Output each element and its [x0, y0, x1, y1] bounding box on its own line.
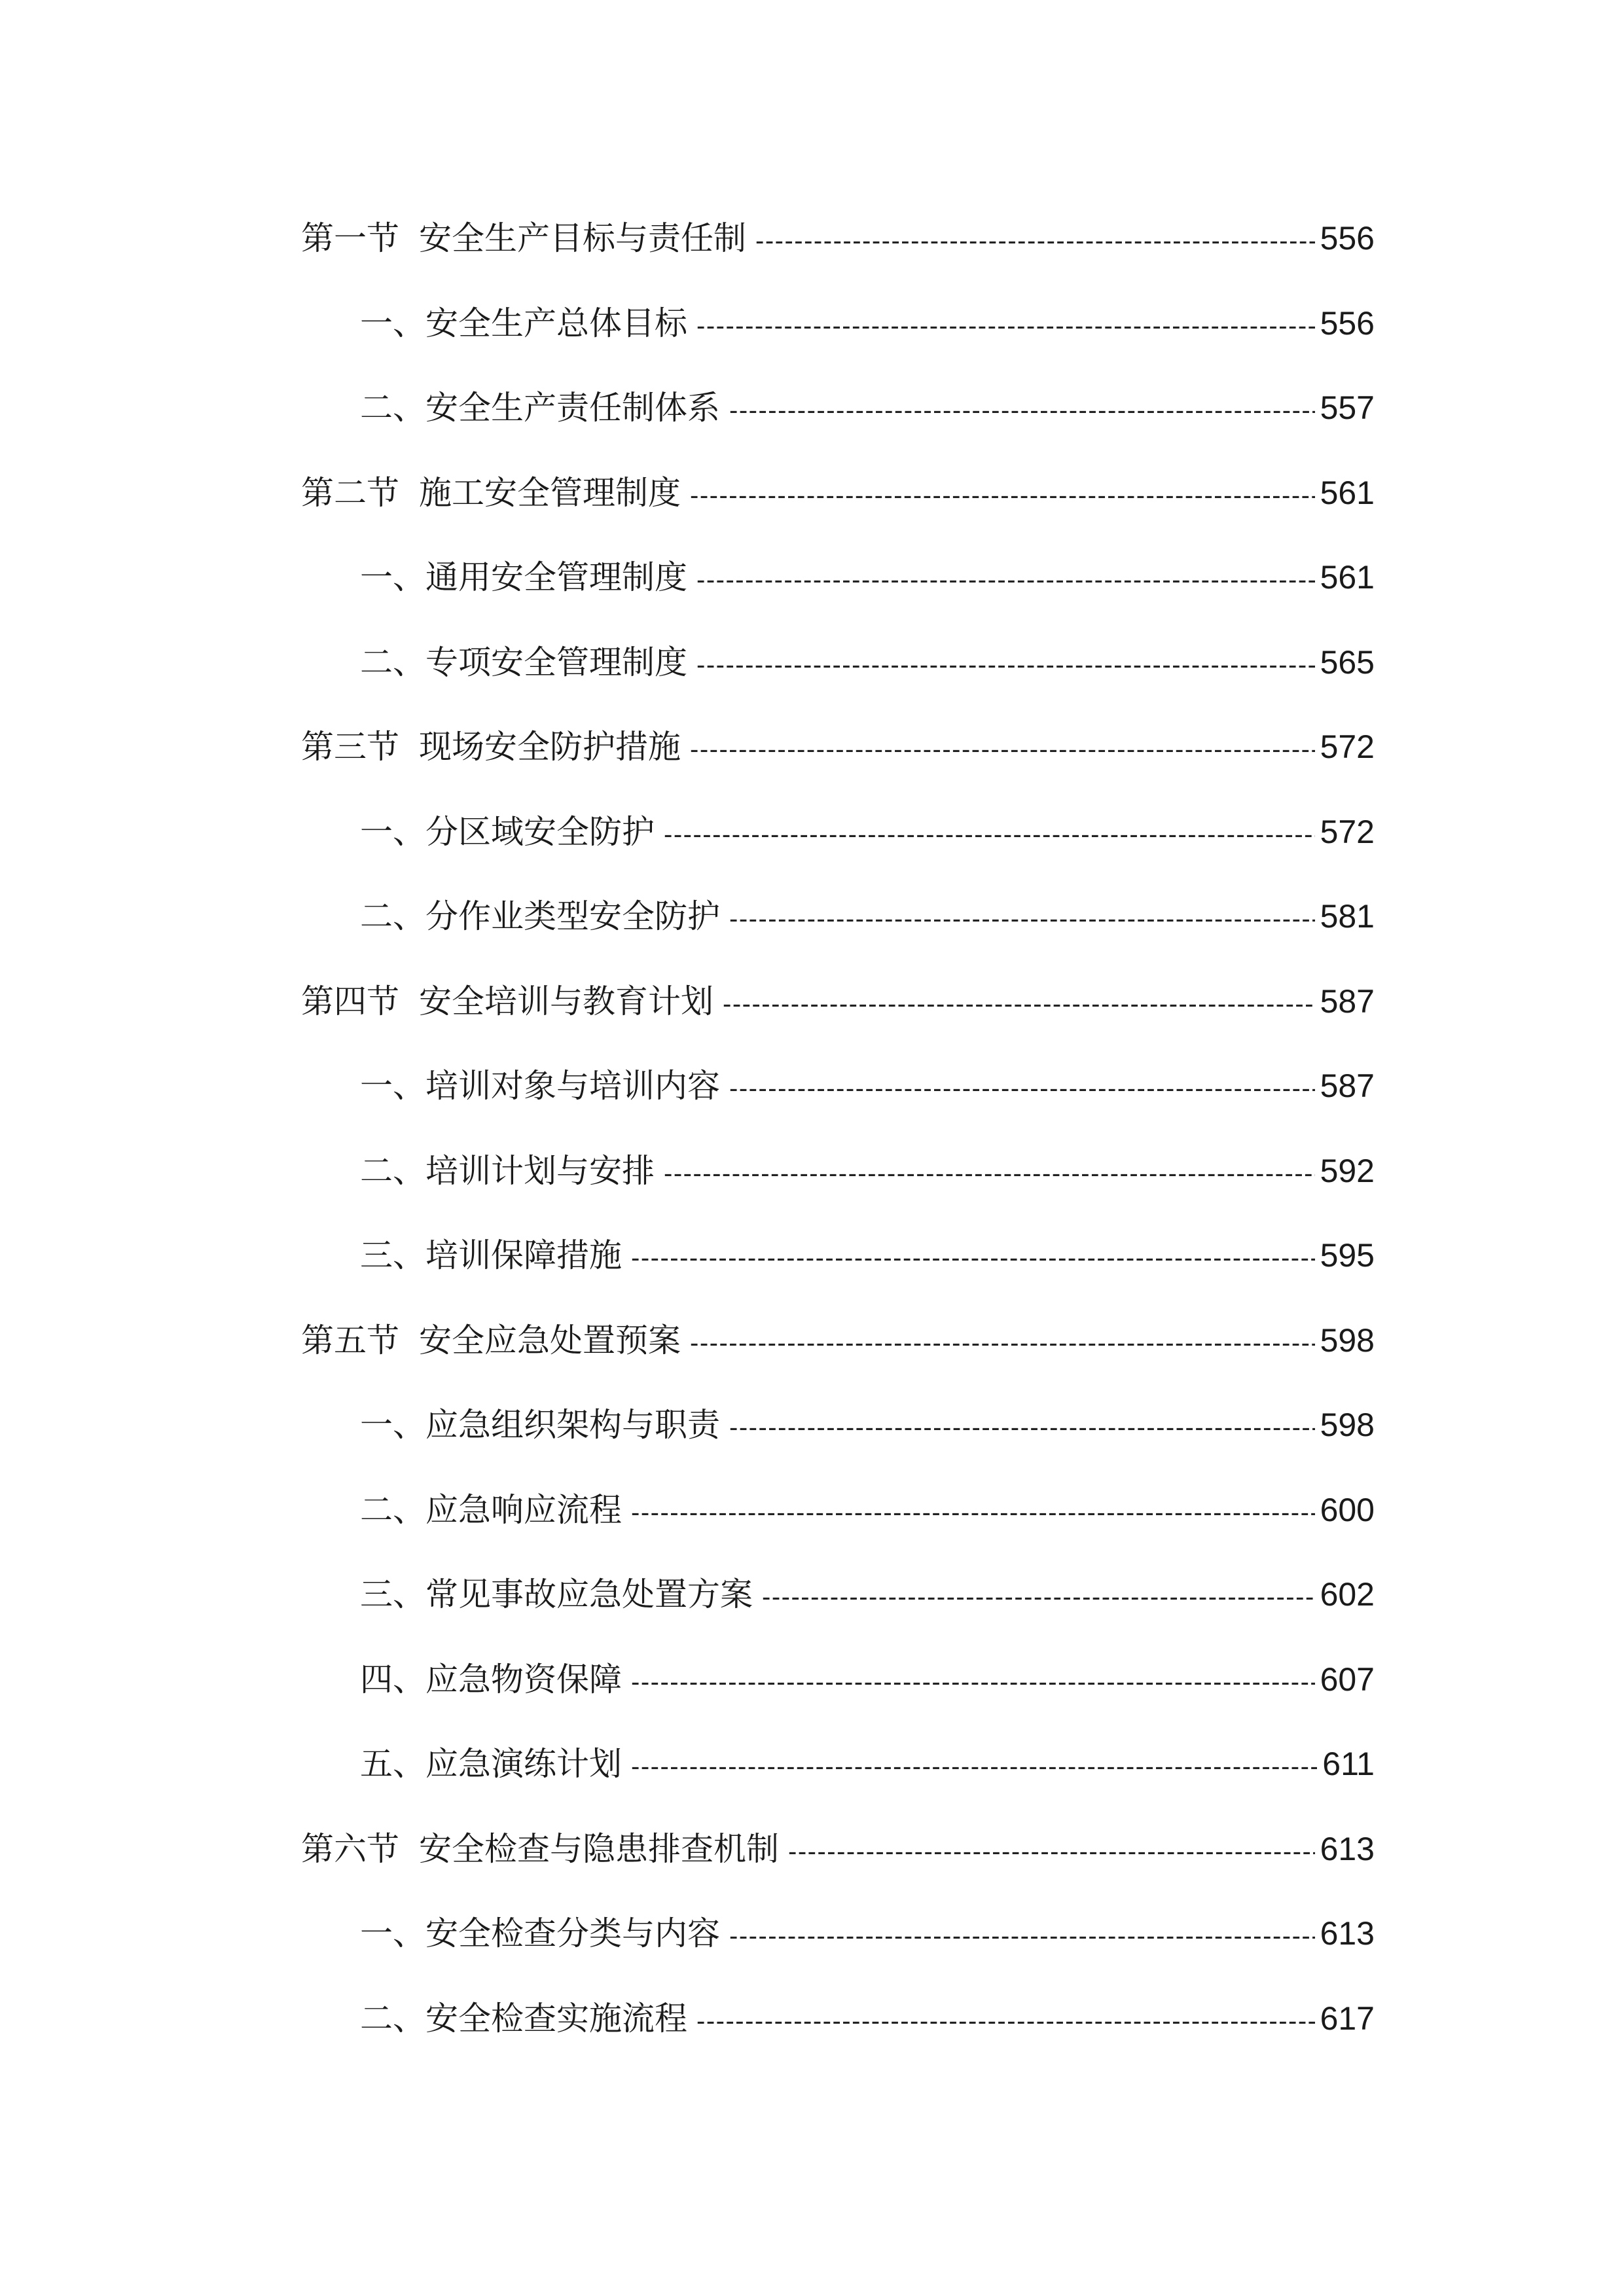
toc-entry-number: 二、: [360, 643, 425, 681]
toc-entry[interactable]: [301, 1722, 1375, 1807]
toc-entry-title: 应急物资保障: [425, 1660, 622, 1698]
toc-entry-title: 通用安全管理制度: [425, 558, 687, 596]
toc-entry-title: 安全检查实施流程: [425, 1999, 687, 2037]
toc-entry-number: 一、: [360, 1406, 425, 1444]
toc-entry-page: 600: [1320, 1491, 1375, 1528]
toc-entry-number: 三、: [360, 1236, 425, 1274]
toc-entry-number: 五、: [360, 1745, 425, 1783]
toc-entry-page: 557: [1320, 389, 1375, 426]
toc-entry-page: 595: [1320, 1237, 1375, 1274]
toc-entry-title: 应急组织架构与职责: [425, 1406, 720, 1444]
toc-leader-dashes: [696, 538, 1315, 623]
toc-entry-page: 617: [1320, 2000, 1375, 2037]
toc-entry[interactable]: [301, 1552, 1375, 1638]
toc-leader-dashes: [664, 793, 1315, 878]
toc-entry-title: 现场安全防护措施: [419, 728, 681, 766]
toc-entry-title: 培训保障措施: [425, 1236, 622, 1274]
toc-entry-page: 556: [1320, 304, 1375, 342]
toc-entry-number: 二、: [360, 1999, 425, 2037]
toc-entry-title: 分作业类型安全防护: [425, 897, 720, 935]
toc-entry-title: 常见事故应急处置方案: [425, 1575, 753, 1613]
toc-leader-dashes: [664, 1132, 1315, 1217]
toc-leader-dashes: [755, 199, 1315, 284]
toc-entry-page: 613: [1320, 1915, 1375, 1952]
toc-leader-dashes: [696, 284, 1315, 369]
toc-entry-title: 安全生产总体目标: [425, 304, 687, 342]
toc-entry-number: 二、: [360, 389, 425, 427]
toc-entry-page: 572: [1320, 813, 1375, 850]
toc-entry-page: 565: [1320, 643, 1375, 681]
toc-leader-dashes: [723, 962, 1315, 1047]
toc-entry-page: 561: [1320, 474, 1375, 511]
toc-entry-number: 一、: [360, 558, 425, 596]
toc-entry-title: 分区域安全防护: [425, 812, 655, 851]
toc-entry-number: 四、: [360, 1660, 425, 1698]
toc-leader-dashes: [729, 1386, 1315, 1471]
toc-entry-page: 598: [1320, 1407, 1375, 1443]
toc-entry[interactable]: [301, 1299, 1375, 1384]
toc-entry[interactable]: [301, 1807, 1375, 1892]
toc-leader-dashes: [690, 708, 1315, 793]
toc-entry[interactable]: [301, 1977, 1375, 2062]
toc-entry-number: 第五节: [301, 1321, 399, 1359]
toc-entry[interactable]: [301, 1638, 1375, 1723]
toc-entry-title: 应急响应流程: [425, 1490, 622, 1529]
toc-entry-title: 安全生产责任制体系: [425, 389, 720, 427]
toc-entry[interactable]: [301, 1892, 1375, 1977]
toc-entry-title: 施工安全管理制度: [419, 473, 681, 512]
toc-leader-dashes: [690, 1301, 1315, 1386]
toc-entry-title: 安全检查分类与内容: [425, 1914, 720, 1952]
toc-leader-dashes: [690, 454, 1315, 539]
toc-entry[interactable]: [301, 281, 1375, 367]
toc-entry-page: 581: [1320, 898, 1375, 935]
toc-entry-number: 二、: [360, 897, 425, 935]
toc-entry-title: 应急演练计划: [425, 1745, 622, 1783]
toc-entry-number: 第六节: [301, 1829, 399, 1868]
toc-entry-page: 572: [1320, 728, 1375, 765]
toc-entry-number: 第一节: [301, 219, 399, 257]
toc-entry[interactable]: [301, 535, 1375, 620]
toc-entry[interactable]: [301, 1213, 1375, 1299]
toc-leader-dashes: [631, 1471, 1315, 1556]
toc-entry[interactable]: [301, 620, 1375, 706]
toc-entry[interactable]: [301, 366, 1375, 451]
toc-entry[interactable]: [301, 1044, 1375, 1129]
toc-entry-number: 第四节: [301, 982, 399, 1020]
toc-entry-number: 第二节: [301, 473, 399, 512]
toc-entry-title: 安全生产目标与责任制: [419, 219, 746, 257]
toc-entry-page: 587: [1320, 1067, 1375, 1104]
toc-leader-dashes: [696, 1979, 1315, 2064]
toc-entry-page: 607: [1320, 1660, 1375, 1698]
toc-entry-number: 二、: [360, 1490, 425, 1529]
toc-leader-dashes: [729, 368, 1315, 454]
toc-leader-dashes: [631, 1216, 1315, 1301]
toc-entry-page: 598: [1320, 1321, 1375, 1359]
toc-entry-page: 613: [1320, 1830, 1375, 1867]
toc-entry[interactable]: [301, 960, 1375, 1045]
toc-entry-title: 安全培训与教育计划: [419, 982, 713, 1020]
toc-leader-dashes: [729, 1894, 1315, 1979]
toc-entry-number: 一、: [360, 1067, 425, 1105]
toc-entry[interactable]: [301, 1468, 1375, 1553]
toc-entry[interactable]: [301, 451, 1375, 536]
toc-entry[interactable]: [301, 790, 1375, 875]
toc-entry[interactable]: [301, 705, 1375, 790]
toc-leader-dashes: [696, 623, 1315, 708]
toc-entry[interactable]: [301, 196, 1375, 281]
toc-entry-number: 一、: [360, 812, 425, 851]
toc-entry-number: 三、: [360, 1575, 425, 1613]
toc-leader-dashes: [729, 1047, 1315, 1132]
toc-leader-dashes: [729, 877, 1315, 962]
toc-entry-title: 培训对象与培训内容: [425, 1067, 720, 1105]
toc-entry-title: 安全应急处置预案: [419, 1321, 681, 1359]
toc-leader-dashes: [631, 1725, 1317, 1810]
toc-entry-title: 培训计划与安排: [425, 1151, 655, 1190]
toc-entry[interactable]: [301, 1383, 1375, 1468]
toc-entry-number: 二、: [360, 1151, 425, 1190]
toc-entry-page: 592: [1320, 1152, 1375, 1189]
toc-entry-number: 第三节: [301, 728, 399, 766]
toc-entry-page: 587: [1320, 982, 1375, 1020]
toc-entry-page: 602: [1320, 1576, 1375, 1613]
toc-entry[interactable]: [301, 874, 1375, 960]
toc-leader-dashes: [631, 1640, 1315, 1725]
toc-entry[interactable]: [301, 1129, 1375, 1214]
toc-leader-dashes: [788, 1810, 1315, 1895]
toc-entry-number: 一、: [360, 1914, 425, 1952]
toc-entry-title: 安全检查与隐患排查机制: [419, 1829, 779, 1868]
toc-leader-dashes: [762, 1555, 1315, 1640]
toc-entry-title: 专项安全管理制度: [425, 643, 687, 681]
toc-entry-page: 556: [1320, 220, 1375, 257]
toc-entry-page: 561: [1320, 559, 1375, 596]
table-of-contents: [301, 196, 1375, 2061]
toc-entry-number: 一、: [360, 304, 425, 342]
toc-entry-page: 611: [1322, 1746, 1375, 1782]
